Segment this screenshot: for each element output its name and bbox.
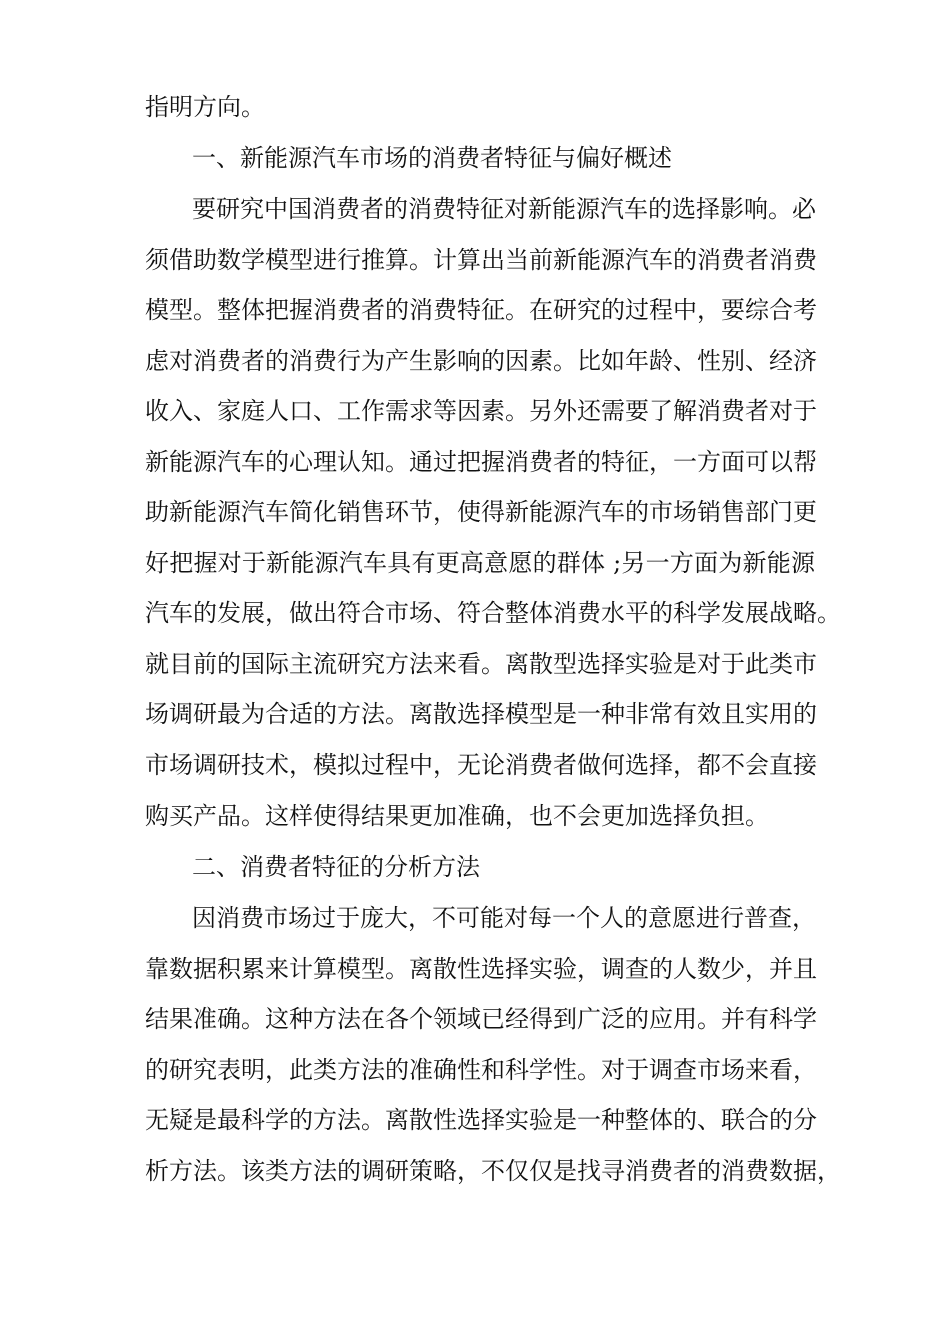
- section-heading-1: 一、新能源汽车市场的消费者特征与偏好概述: [192, 144, 672, 172]
- paragraph-1-line: 购买产品。这样使得结果更加准确，也不会更加选择负担。: [145, 802, 769, 830]
- paragraph-2-line: 的研究表明，此类方法的准确性和科学性。对于调查市场来看，: [145, 1056, 817, 1084]
- section-heading-2: 二、消费者特征的分析方法: [192, 853, 480, 881]
- continuation-line: 指明方向。: [145, 93, 265, 121]
- paragraph-2-line: 结果准确。这种方法在各个领域已经得到广泛的应用。并有科学: [145, 1005, 817, 1033]
- paragraph-1-line: 要研究中国消费者的消费特征对新能源汽车的选择影响。必: [192, 195, 816, 223]
- paragraph-1-line: 虑对消费者的消费行为产生影响的因素。比如年龄、性别、经济: [145, 347, 817, 375]
- paragraph-2-line: 析方法。该类方法的调研策略，不仅仅是找寻消费者的消费数据，: [145, 1157, 841, 1185]
- paragraph-1-line: 就目前的国际主流研究方法来看。离散型选择实验是对于此类市: [145, 650, 817, 678]
- paragraph-1-line: 助新能源汽车简化销售环节，使得新能源汽车的市场销售部门更: [145, 498, 817, 526]
- paragraph-1-line: 须借助数学模型进行推算。计算出当前新能源汽车的消费者消费: [145, 246, 817, 274]
- paragraph-1-line: 收入、家庭人口、工作需求等因素。另外还需要了解消费者对于: [145, 397, 817, 425]
- paragraph-1-line: 市场调研技术，模拟过程中，无论消费者做何选择，都不会直接: [145, 751, 817, 779]
- paragraph-2-line: 无疑是最科学的方法。离散性选择实验是一种整体的、联合的分: [145, 1106, 817, 1134]
- paragraph-1-line: 模型。整体把握消费者的消费特征。在研究的过程中，要综合考: [145, 296, 817, 324]
- paragraph-1-line: 好把握对于新能源汽车具有更高意愿的群体 ;另一方面为新能源: [145, 549, 815, 577]
- paragraph-2-line: 靠数据积累来计算模型。离散性选择实验，调查的人数少，并且: [145, 955, 817, 983]
- paragraph-1-line: 汽车的发展，做出符合市场、符合整体消费水平的科学发展战略。: [145, 599, 841, 627]
- paragraph-1-line: 新能源汽车的心理认知。通过把握消费者的特征，一方面可以帮: [145, 448, 817, 476]
- paragraph-1-line: 场调研最为合适的方法。离散选择模型是一种非常有效且实用的: [145, 700, 817, 728]
- paragraph-2-line: 因消费市场过于庞大，不可能对每一个人的意愿进行普查，: [192, 904, 816, 932]
